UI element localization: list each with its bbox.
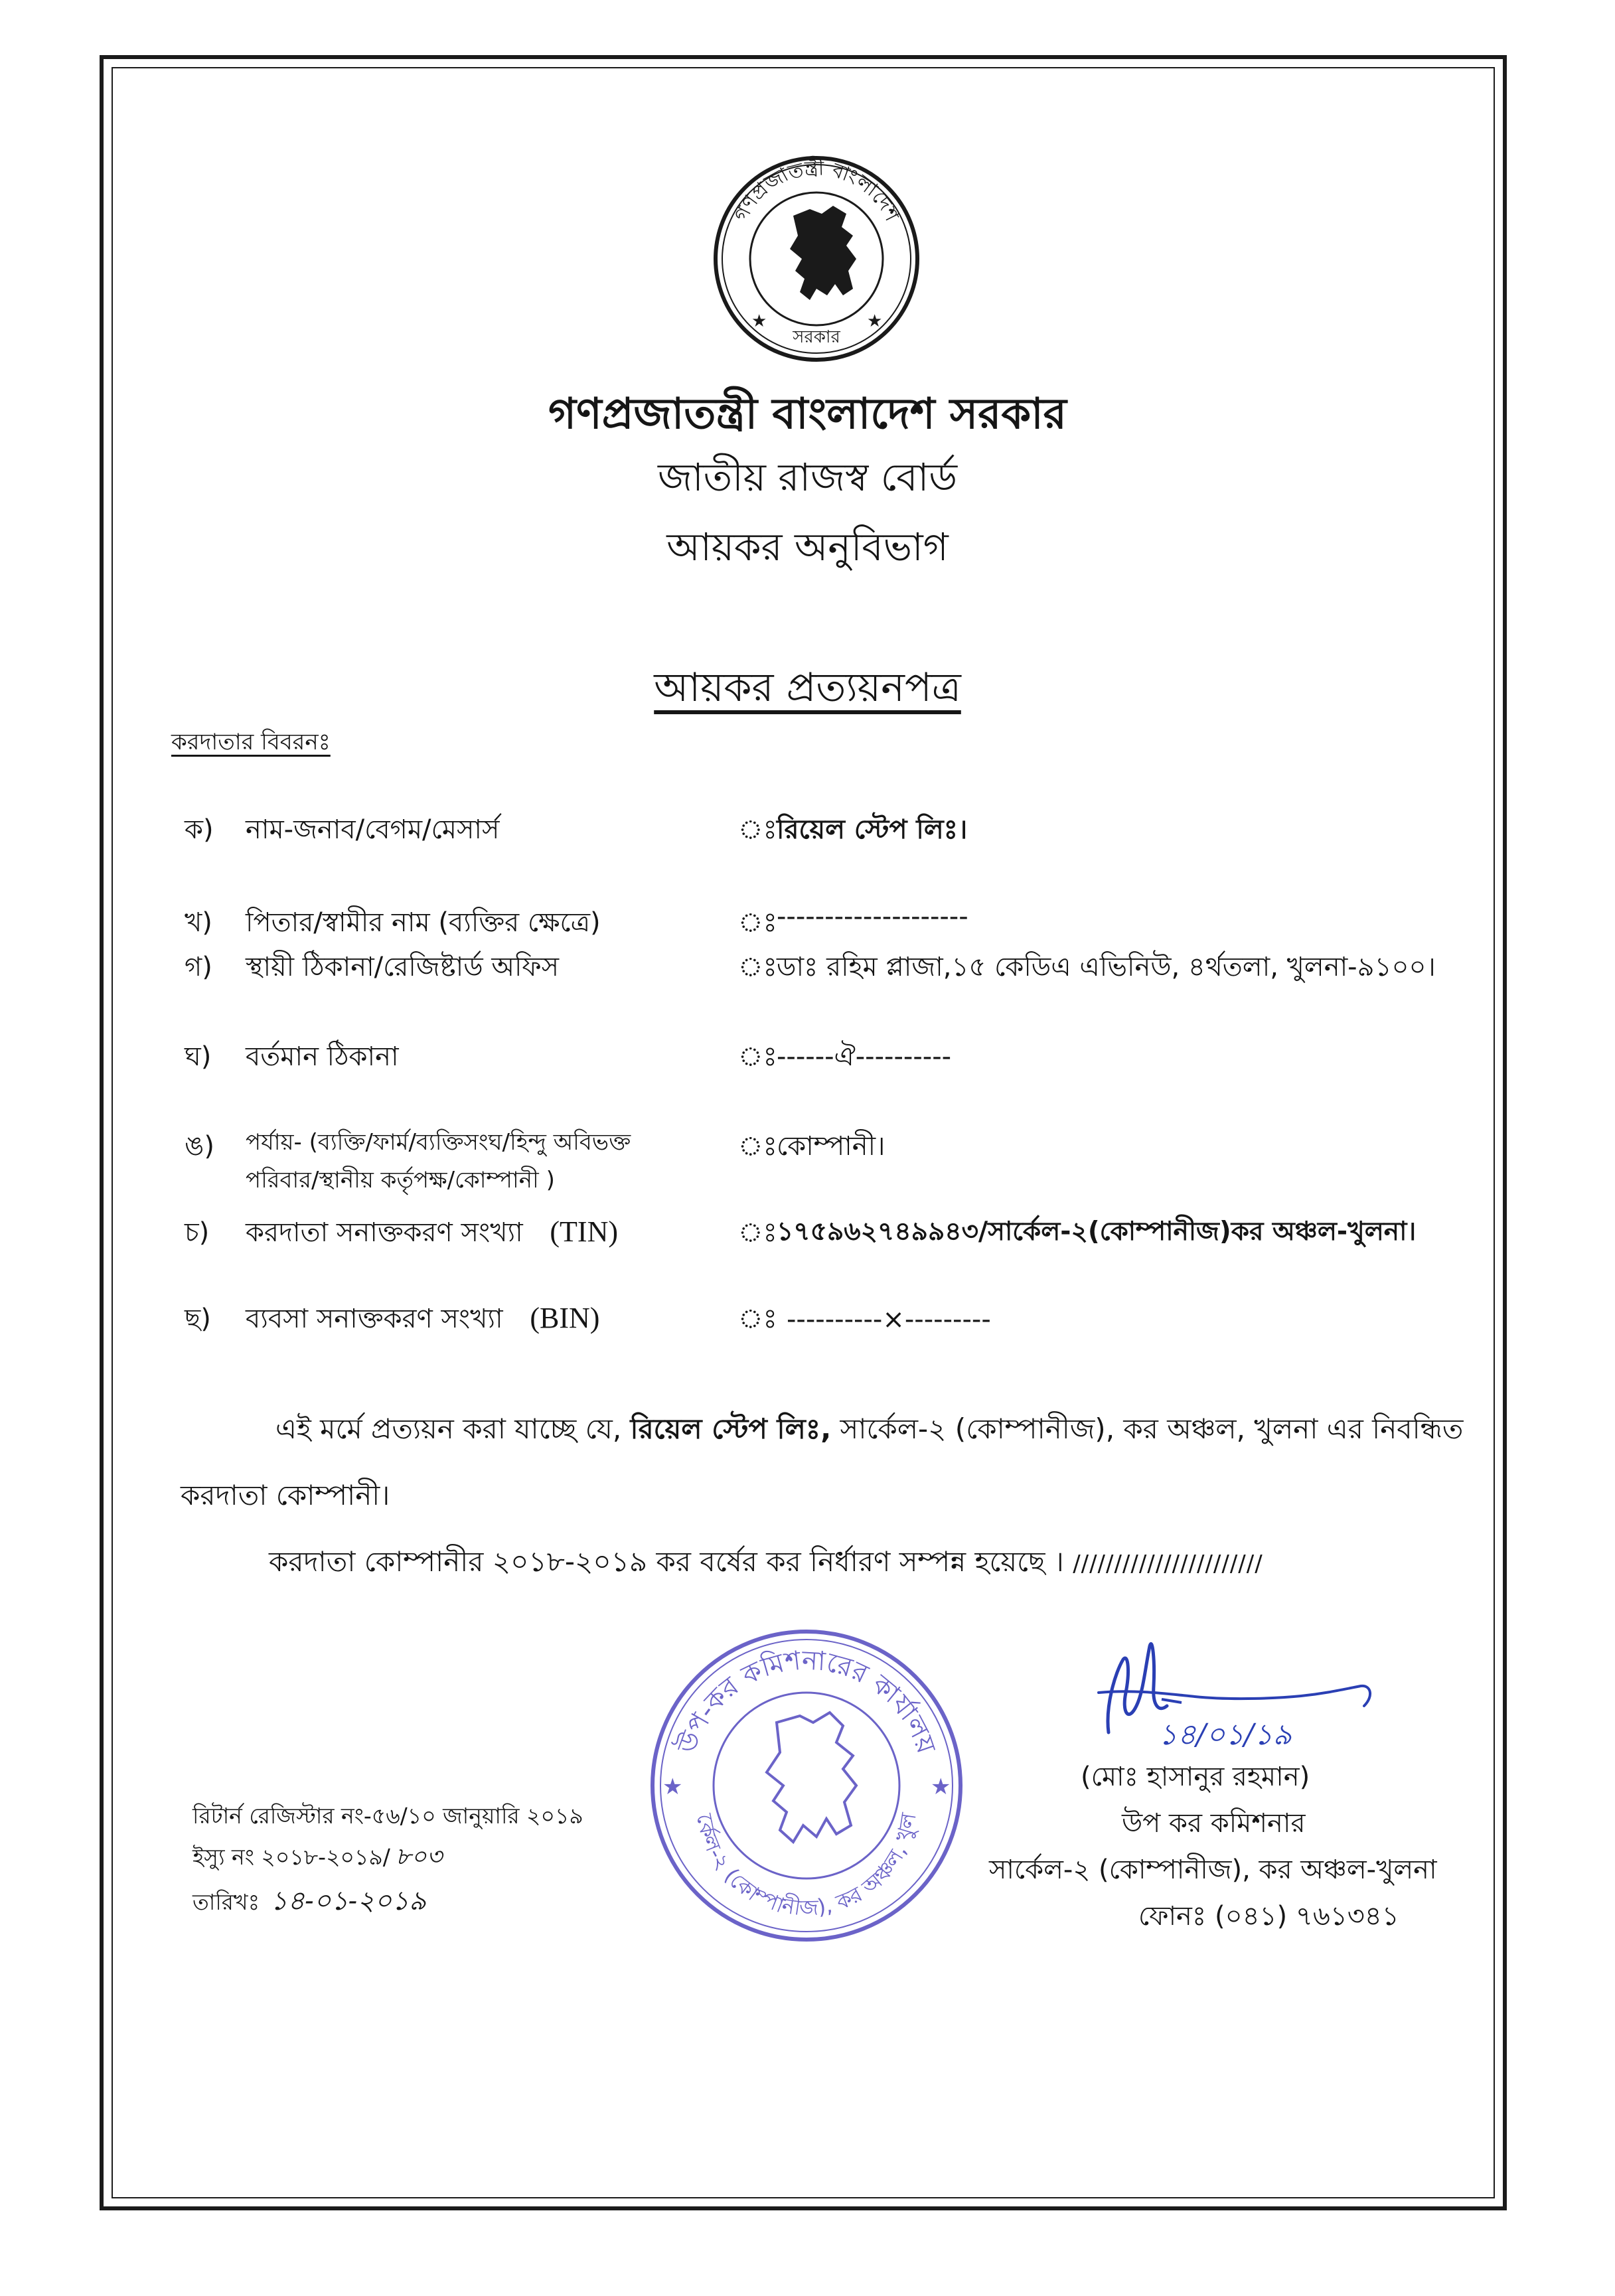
field-value-name: রিয়েল স্টেপ লিঃ। — [777, 814, 968, 845]
field-serial: গ) — [185, 952, 212, 982]
field-colon: ঃ — [738, 814, 777, 845]
field-label-present-address: বর্তমান ঠিকানা — [246, 1041, 399, 1072]
paragraph-slashes: /////////////////////// — [1073, 1551, 1263, 1577]
certification-paragraph-line1: এই মর্মে প্রত্যয়ন করা যাচ্ছে যে, রিয়েল স্টেপ লিঃ, সার্কেল-২ (কোম্পানীজ), কর অঞ্চল, খুলনা এর নিবন্ধিত — [275, 1413, 1464, 1445]
field-value-tin: ১৭৫৯৬২৭৪৯৯৪৩/সার্কেল-২(কোম্পানীজ)কর অঞ্চল-খুলনা। — [777, 1217, 1417, 1247]
field-serial: ক) — [185, 814, 214, 845]
seal-star-right: ★ — [867, 311, 883, 331]
division-name: আয়কর অনুবিভাগ — [666, 524, 949, 570]
field-value-father: -------------------- — [777, 901, 968, 932]
government-seal — [710, 153, 923, 365]
officer-name: (মোঃ হাসানুর রহমান) — [1081, 1762, 1310, 1792]
field-label-tin: করদাতা সনাক্তকরণ সংখ্যা (TIN) — [246, 1215, 619, 1248]
field-value-bin: ----------×--------- — [787, 1304, 991, 1335]
field-value-category: কোম্পানী। — [777, 1131, 885, 1162]
field-serial: ঙ) — [185, 1131, 214, 1162]
issue-number: ইস্যু নং ২০১৮-২০১৯/ ৮০৩ — [192, 1843, 443, 1871]
seal-star-left: ★ — [751, 311, 767, 331]
field-serial: চ) — [185, 1217, 210, 1248]
officer-office: সার্কেল-২ (কোম্পানীজ), কর অঞ্চল-খুলনা — [989, 1855, 1437, 1885]
return-register: রিটার্ন রেজিস্টার নং-৫৬/১০ জানুয়ারি ২০১৯ — [192, 1803, 583, 1829]
board-name: জাতীয় রাজস্ব বোর্ড — [657, 455, 958, 500]
stamp-top-text: উপ-কর কমিশনারের কার্যালয় — [671, 1645, 942, 1758]
field-serial: ছ) — [185, 1304, 211, 1334]
field-label-permanent-address: স্থায়ী ঠিকানা/রেজিষ্টার্ড অফিস — [246, 952, 560, 982]
field-colon: ঃ — [738, 1217, 777, 1248]
officer-designation: উপ কর কমিশনার — [1122, 1808, 1306, 1839]
office-stamp — [633, 1603, 969, 1948]
field-value-present-address: ------ঐ---------- — [777, 1041, 952, 1072]
field-label-father: পিতার/স্বামীর নাম (ব্যক্তির ক্ষেত্রে) — [246, 907, 601, 938]
field-label-category: পর্যায়- (ব্যক্তি/ফার্ম/ব্যক্তিসংঘ/হিন্দু অবিভক্ত — [246, 1129, 631, 1156]
stamp-star-right: ★ — [931, 1774, 951, 1800]
field-value-permanent-address: ডাঃ রহিম প্লাজা,১৫ কেডিএ এভিনিউ, ৪র্থতলা, খুলনা-৯১০০। — [777, 952, 1436, 982]
field-colon: ঃ — [738, 1041, 777, 1072]
field-colon: ঃ — [738, 952, 777, 982]
register-date: তারিখঃ ১৪-০১-২০১৯ — [192, 1886, 427, 1916]
field-serial: খ) — [185, 907, 212, 938]
bin-code-label: (BIN) — [530, 1302, 600, 1334]
bangladesh-map-icon — [790, 206, 856, 300]
seal-ring-text: গণপ্রজাতন্ত্রী বাংলাদেশ — [730, 157, 903, 226]
officer-phone: ফোনঃ (০৪১) ৭৬১৩৪১ — [1138, 1901, 1399, 1932]
register-date-handwritten: ১৪-০১-২০১৯ — [270, 1886, 427, 1916]
stamp-bangladesh-map-icon — [767, 1713, 856, 1842]
stamp-bottom-text: সার্কেল-২ (কোম্পানীজ), কর অঞ্চল, খুলনা — [633, 1603, 921, 1921]
certification-paragraph-line2: করদাতা কোম্পানী। — [181, 1479, 390, 1511]
field-serial: ঘ) — [185, 1041, 212, 1072]
tin-code-label: (TIN) — [550, 1215, 619, 1248]
certification-paragraph-line3: করদাতা কোম্পানীর ২০১৮-২০১৯ কর বর্ষের কর নির্ধারণ সম্পন্ন হয়েছে । /////////////////////// — [269, 1545, 1263, 1578]
field-colon: ঃ — [738, 1304, 777, 1334]
field-label-category-cont: পরিবার/স্থানীয় কর্তৃপক্ষ/কোম্পানী ) — [246, 1167, 555, 1193]
seal-bottom-text: সরকার — [793, 327, 840, 347]
signature-date-handwritten: ১৪/০১/১৯ — [1158, 1718, 1292, 1752]
stamp-star-left: ★ — [662, 1774, 683, 1800]
field-colon: ঃ — [738, 907, 777, 938]
government-name: গণপ্রজাতন্ত্রী বাংলাদেশ সরকার — [548, 390, 1067, 439]
field-label-bin: ব্যবসা সনাক্তকরণ সংখ্যা (BIN) — [246, 1302, 600, 1334]
section-title: করদাতার বিবরনঃ — [171, 729, 331, 755]
certificate-title: আয়কর প্রত্যয়নপত্র — [654, 664, 961, 711]
issue-number-handwritten: ৮০৩ — [395, 1843, 443, 1871]
field-colon: ঃ — [738, 1131, 777, 1162]
paragraph-company-name: রিয়েল স্টেপ লিঃ, — [630, 1413, 832, 1445]
field-label-name: নাম-জনাব/বেগম/মেসার্স — [246, 814, 500, 845]
